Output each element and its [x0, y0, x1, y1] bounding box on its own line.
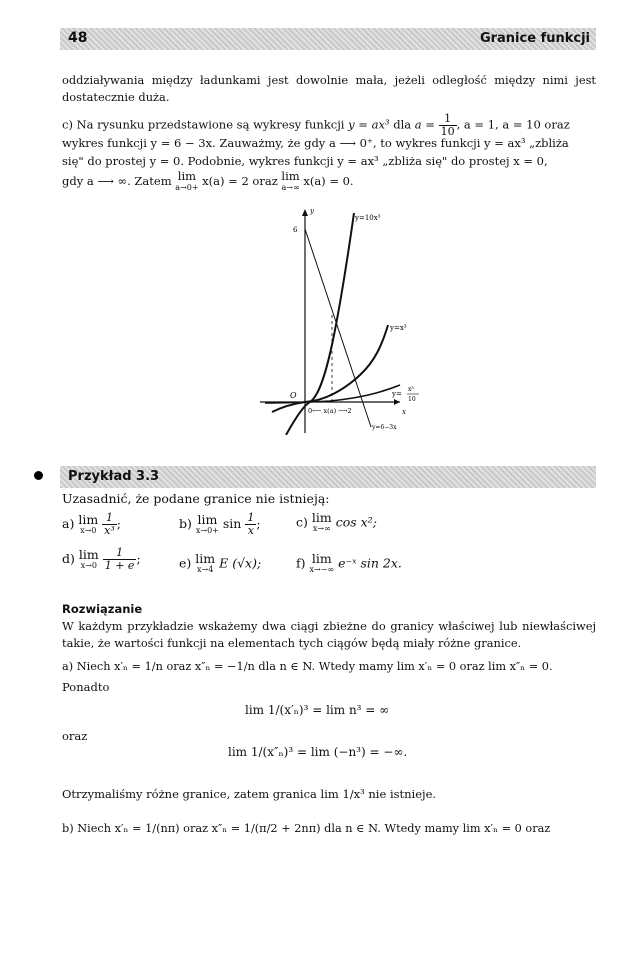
item-label: c)	[296, 514, 308, 530]
task-text: Uzasadnić, że podane granice nie istnieją:	[62, 491, 330, 506]
lim: lim	[197, 511, 218, 527]
lim-sub: x→0	[80, 560, 97, 570]
limit	[281, 171, 299, 193]
page-header	[60, 28, 596, 50]
item-label: f)	[296, 555, 306, 571]
lim-sub: x→0+	[195, 525, 219, 535]
limit	[78, 546, 99, 571]
numerator: 1	[103, 547, 137, 560]
fraction	[439, 113, 457, 138]
lim-sub: x→∞	[312, 524, 331, 533]
solution-title: Rozwiązanie	[62, 602, 143, 616]
function: cos x²;	[335, 514, 377, 530]
lim: lim	[311, 551, 332, 566]
lim: lim	[78, 511, 99, 527]
page-number: 48	[68, 30, 88, 46]
text: c) Na rysunku przedstawione są wykresy funkcji	[62, 117, 349, 132]
solution-a-line: a) Niech x′ₙ = 1/n oraz x″ₙ = −1/n dla n ∈ N. Wtedy mamy lim x′ₙ = 0 oraz lim x″ₙ = 0.	[62, 660, 553, 673]
example-label: Przykład 3.3	[68, 469, 160, 484]
equation-2: lim 1/(x″ₙ)³ = lim (−n³) = −∞.	[228, 745, 408, 759]
y-arrow	[302, 209, 308, 216]
para-c-line3: się" do prostej y = 0. Podobnie, wykres funkcji y = ax³ „zbliża się" do prostej x = 0,	[62, 154, 548, 168]
denominator: x	[247, 524, 254, 537]
item-b: b) lim x→0+ sin $\frac{1}{x}$ ;	[179, 511, 261, 537]
solution-b-line: b) Niech x′ₙ = 1/(nπ) oraz x″ₙ = 1/(π/2 + 2nπ) dla n ∈ N. Wtedy mamy lim x′ₙ = 0 oraz	[62, 822, 551, 835]
equation-1: lim 1/(x′ₙ)³ = lim n³ = ∞	[245, 703, 390, 717]
lim-sub: x→4	[197, 565, 214, 574]
origin-label: O	[290, 391, 297, 400]
para-c-line4	[62, 171, 354, 193]
numerator: 1	[247, 511, 255, 524]
x-label: x	[402, 408, 406, 416]
label-y01-a: y=	[392, 390, 402, 398]
lim-sub: x→−∞	[309, 565, 335, 574]
function: e⁻ˣ sin 2x.	[338, 555, 402, 571]
label-y01-num: x³	[408, 386, 414, 393]
label-y10: y=10x³	[355, 214, 381, 222]
formula: a =	[414, 117, 435, 132]
lim-sub: a→∞	[281, 183, 300, 192]
item-f	[296, 553, 402, 575]
label-xa: 0⟵ x(a) ⟶2	[308, 407, 352, 415]
lim: lim	[177, 169, 197, 183]
numerator: 1	[439, 113, 457, 126]
oraz: oraz	[62, 729, 88, 743]
fraction	[245, 512, 256, 537]
tick-6: 6	[293, 226, 298, 234]
label-line: y=6−3x	[372, 424, 397, 431]
fraction	[102, 512, 117, 537]
label-y01-den: 10	[408, 396, 416, 403]
para-c-line2: wykres funkcji y = 6 − 3x. Zauważmy, że gdy a ⟶ 0⁺, to wykres funkcji y = ax³ „zbliża	[62, 136, 569, 150]
item-label: b)	[179, 516, 192, 531]
fraction	[103, 547, 137, 572]
lim: lim	[281, 169, 300, 183]
lim-sub: a→0+	[175, 183, 199, 192]
item-e	[179, 553, 261, 575]
x-arrow	[394, 399, 400, 405]
text: x(a) = 0.	[299, 174, 354, 188]
y-label: y	[310, 207, 314, 215]
lim: lim	[78, 546, 99, 562]
limit	[310, 553, 335, 575]
ponadto: Ponadto	[62, 680, 110, 694]
item-label: a)	[62, 516, 75, 531]
denominator: 1 + e	[104, 559, 135, 572]
item-label: d)	[62, 551, 75, 566]
item-a: a) lim x→0 $\frac{1}{\text{x³}}$ ;	[62, 511, 122, 537]
text: x(a) = 2 oraz	[198, 174, 282, 188]
item-d: d) lim x→0 $\frac{1}{1 + e}$ ;	[62, 546, 141, 572]
limit	[195, 511, 219, 536]
lim-sub: x→0	[80, 525, 97, 535]
limit	[312, 512, 332, 534]
chapter-title: Granice funkcji	[479, 31, 590, 46]
limit	[195, 553, 215, 575]
denominator: x³	[104, 524, 115, 537]
example-bullet	[34, 471, 43, 480]
lim: lim	[311, 510, 332, 525]
conclusion: Otrzymaliśmy różne granice, zatem granica lim 1/x³ nie istnieje.	[62, 787, 437, 801]
limit	[78, 511, 99, 536]
para-c-line1	[62, 113, 570, 138]
lim: lim	[195, 551, 216, 566]
solution-intro: W każdym przykładzie wskażemy dwa ciągi zbieżne do granicy właściwej lub niewłaściwej takie, że wartości funkcji na elementach tych ciągów będą miały różne granice.	[62, 619, 596, 650]
label-y1: y=x³	[390, 324, 407, 332]
denominator: 10	[440, 125, 455, 138]
example-header	[60, 466, 596, 488]
formula: y = ax³	[348, 117, 390, 132]
item-c	[296, 512, 377, 534]
item-label: e)	[179, 555, 192, 571]
function: E (√x);	[219, 555, 262, 571]
function-graph	[250, 205, 430, 435]
limit	[175, 171, 198, 193]
paragraph-intro: oddziaływania między ładunkami jest dowolnie mała, jeżeli odległość między nimi jest dostatecznie duża.	[62, 73, 596, 104]
text: gdy a ⟶ ∞. Zatem	[62, 174, 176, 188]
text: , a = 1, a = 10 oraz	[456, 117, 570, 132]
text: dla	[389, 117, 415, 132]
numerator: 1	[102, 512, 117, 525]
function: sin	[222, 516, 242, 531]
